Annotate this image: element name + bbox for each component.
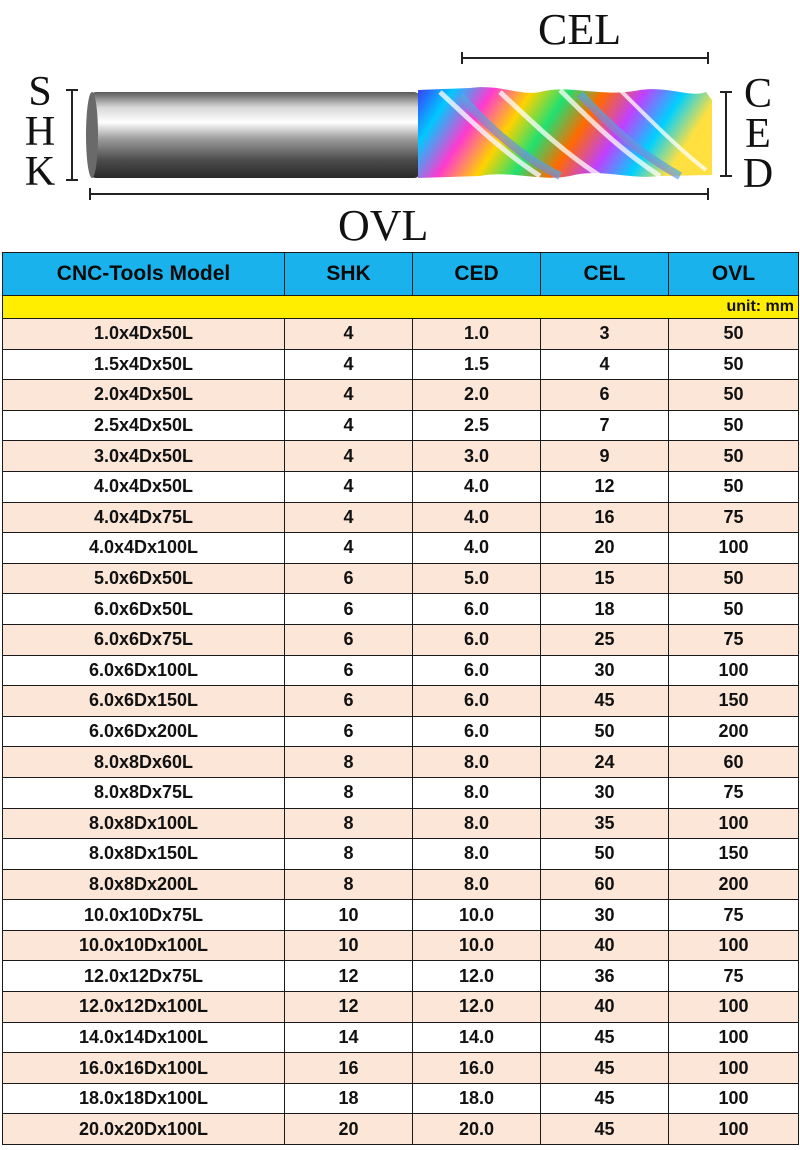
ced-letter: C — [743, 71, 772, 117]
cell-cel: 30 — [541, 777, 669, 808]
cell-ced: 10.0 — [413, 930, 541, 961]
cell-ovl: 75 — [669, 777, 799, 808]
cell-ovl: 200 — [669, 869, 799, 900]
cell-ced: 12.0 — [413, 992, 541, 1023]
cell-ovl: 100 — [669, 533, 799, 564]
cell-model: 12.0x12Dx75L — [3, 961, 285, 992]
cell-cel: 60 — [541, 869, 669, 900]
cell-shk: 16 — [285, 1053, 413, 1084]
cell-ced: 10.0 — [413, 900, 541, 931]
table-row — [3, 869, 799, 900]
cell-cel: 6 — [541, 380, 669, 411]
cell-shk: 6 — [285, 686, 413, 717]
cell-ovl: 100 — [669, 1053, 799, 1084]
shk-dimension-label — [22, 69, 58, 195]
ced-dimension-label — [740, 71, 776, 197]
cell-ovl: 150 — [669, 686, 799, 717]
cell-shk: 6 — [285, 655, 413, 686]
table-row — [3, 410, 799, 441]
cell-ced: 16.0 — [413, 1053, 541, 1084]
table-row — [3, 808, 799, 839]
table-row — [3, 1053, 799, 1084]
table-row — [3, 1022, 799, 1053]
table-row — [3, 349, 799, 380]
cell-cel: 45 — [541, 1114, 669, 1145]
cell-shk: 6 — [285, 594, 413, 625]
cell-ced: 14.0 — [413, 1022, 541, 1053]
cell-ovl: 100 — [669, 1114, 799, 1145]
cell-ovl: 100 — [669, 930, 799, 961]
cell-model: 8.0x8Dx75L — [3, 777, 285, 808]
table-row — [3, 471, 799, 502]
cell-shk: 4 — [285, 441, 413, 472]
cell-shk: 4 — [285, 319, 413, 350]
cell-model: 16.0x16Dx100L — [3, 1053, 285, 1084]
cell-shk: 6 — [285, 624, 413, 655]
table-row — [3, 441, 799, 472]
cell-ced: 6.0 — [413, 655, 541, 686]
table-row — [3, 319, 799, 350]
cell-cel: 18 — [541, 594, 669, 625]
cell-cel: 16 — [541, 502, 669, 533]
cell-model: 8.0x8Dx60L — [3, 747, 285, 778]
cell-cel: 45 — [541, 1022, 669, 1053]
header-ced: CED — [413, 253, 541, 296]
cell-cel: 40 — [541, 992, 669, 1023]
table-row — [3, 839, 799, 870]
cell-model: 8.0x8Dx150L — [3, 839, 285, 870]
unit-row — [3, 296, 799, 319]
cell-cel: 15 — [541, 563, 669, 594]
cell-ovl: 50 — [669, 563, 799, 594]
cell-cel: 30 — [541, 655, 669, 686]
cell-ced: 12.0 — [413, 961, 541, 992]
cell-cel: 30 — [541, 900, 669, 931]
table-row — [3, 1083, 799, 1114]
cell-cel: 3 — [541, 319, 669, 350]
cell-shk: 20 — [285, 1114, 413, 1145]
cell-model: 18.0x18Dx100L — [3, 1083, 285, 1114]
cell-model: 1.5x4Dx50L — [3, 349, 285, 380]
cell-ced: 4.0 — [413, 471, 541, 502]
cell-cel: 45 — [541, 1083, 669, 1114]
shk-letter: S — [28, 69, 52, 115]
cell-ced: 4.0 — [413, 533, 541, 564]
cell-shk: 4 — [285, 533, 413, 564]
cell-model: 20.0x20Dx100L — [3, 1114, 285, 1145]
cell-ovl: 100 — [669, 1083, 799, 1114]
table-row — [3, 686, 799, 717]
table-row — [3, 930, 799, 961]
cell-shk: 8 — [285, 777, 413, 808]
cell-ovl: 60 — [669, 747, 799, 778]
ovl-dimension-label: OVL — [338, 201, 429, 250]
cell-shk: 10 — [285, 930, 413, 961]
end-mill-diagram — [0, 0, 800, 250]
cell-ced: 6.0 — [413, 716, 541, 747]
cell-ced: 1.5 — [413, 349, 541, 380]
cell-model: 1.0x4Dx50L — [3, 319, 285, 350]
table-row — [3, 655, 799, 686]
cell-cel: 45 — [541, 686, 669, 717]
cell-ovl: 100 — [669, 655, 799, 686]
cell-cel: 50 — [541, 839, 669, 870]
table-row — [3, 747, 799, 778]
ced-letter: E — [745, 111, 771, 157]
cell-ovl: 50 — [669, 410, 799, 441]
shank — [90, 92, 420, 178]
cell-ovl: 100 — [669, 808, 799, 839]
cell-model: 12.0x12Dx100L — [3, 992, 285, 1023]
cell-shk: 4 — [285, 502, 413, 533]
ced-letter: D — [742, 151, 774, 197]
cell-shk: 18 — [285, 1083, 413, 1114]
cell-cel: 4 — [541, 349, 669, 380]
cell-ced: 8.0 — [413, 869, 541, 900]
cell-ovl: 50 — [669, 349, 799, 380]
cell-ced: 6.0 — [413, 594, 541, 625]
cell-cel: 50 — [541, 716, 669, 747]
cell-ovl: 50 — [669, 380, 799, 411]
table-row — [3, 502, 799, 533]
table-row — [3, 900, 799, 931]
cell-model: 14.0x14Dx100L — [3, 1022, 285, 1053]
cell-model: 6.0x6Dx100L — [3, 655, 285, 686]
cell-model: 4.0x4Dx75L — [3, 502, 285, 533]
cell-ced: 18.0 — [413, 1083, 541, 1114]
table-row — [3, 716, 799, 747]
cell-model: 6.0x6Dx50L — [3, 594, 285, 625]
cel-dimension-label: CEL — [538, 5, 622, 54]
cell-cel: 24 — [541, 747, 669, 778]
table-row — [3, 533, 799, 564]
cell-ovl: 100 — [669, 992, 799, 1023]
cell-ced: 2.0 — [413, 380, 541, 411]
cell-ovl: 200 — [669, 716, 799, 747]
cell-ced: 8.0 — [413, 808, 541, 839]
cell-cel: 35 — [541, 808, 669, 839]
cell-cel: 12 — [541, 471, 669, 502]
cell-model: 4.0x4Dx100L — [3, 533, 285, 564]
cell-ovl: 100 — [669, 1022, 799, 1053]
cell-cel: 36 — [541, 961, 669, 992]
cell-shk: 4 — [285, 410, 413, 441]
cell-shk: 8 — [285, 747, 413, 778]
header-model: CNC-Tools Model — [3, 253, 285, 296]
cell-shk: 12 — [285, 961, 413, 992]
cell-shk: 4 — [285, 380, 413, 411]
cell-ovl: 75 — [669, 624, 799, 655]
table-row — [3, 563, 799, 594]
cell-model: 6.0x6Dx200L — [3, 716, 285, 747]
cell-ced: 4.0 — [413, 502, 541, 533]
cell-model: 8.0x8Dx100L — [3, 808, 285, 839]
table-row — [3, 380, 799, 411]
cell-model: 10.0x10Dx100L — [3, 930, 285, 961]
table-row — [3, 961, 799, 992]
table-row — [3, 992, 799, 1023]
cell-ovl: 50 — [669, 594, 799, 625]
cell-shk: 12 — [285, 992, 413, 1023]
cell-shk: 8 — [285, 808, 413, 839]
cell-ovl: 50 — [669, 441, 799, 472]
cell-ced: 3.0 — [413, 441, 541, 472]
cell-ovl: 75 — [669, 502, 799, 533]
cell-ovl: 75 — [669, 961, 799, 992]
cell-ovl: 50 — [669, 319, 799, 350]
table-row — [3, 777, 799, 808]
header-ovl: OVL — [669, 253, 799, 296]
cell-ced: 5.0 — [413, 563, 541, 594]
cell-ced: 1.0 — [413, 319, 541, 350]
cell-shk: 8 — [285, 839, 413, 870]
cell-model: 5.0x6Dx50L — [3, 563, 285, 594]
cell-cel: 45 — [541, 1053, 669, 1084]
cell-cel: 20 — [541, 533, 669, 564]
cell-shk: 10 — [285, 900, 413, 931]
cell-shk: 6 — [285, 563, 413, 594]
header-shk: SHK — [285, 253, 413, 296]
cell-ovl: 50 — [669, 471, 799, 502]
cell-shk: 4 — [285, 349, 413, 380]
cell-ced: 8.0 — [413, 747, 541, 778]
cell-shk: 6 — [285, 716, 413, 747]
cell-model: 6.0x6Dx150L — [3, 686, 285, 717]
cell-model: 2.0x4Dx50L — [3, 380, 285, 411]
shk-letter: H — [24, 109, 56, 155]
cell-ced: 20.0 — [413, 1114, 541, 1145]
table-row — [3, 1114, 799, 1145]
cell-model: 2.5x4Dx50L — [3, 410, 285, 441]
table-row — [3, 594, 799, 625]
header-cel: CEL — [541, 253, 669, 296]
cell-ced: 6.0 — [413, 624, 541, 655]
cell-ovl: 150 — [669, 839, 799, 870]
cell-cel: 25 — [541, 624, 669, 655]
shk-letter: K — [24, 149, 56, 195]
unit-note: unit: mm — [3, 296, 799, 319]
cell-model: 10.0x10Dx75L — [3, 900, 285, 931]
cell-shk: 14 — [285, 1022, 413, 1053]
cell-model: 3.0x4Dx50L — [3, 441, 285, 472]
table-row — [3, 624, 799, 655]
cell-ced: 8.0 — [413, 839, 541, 870]
cell-model: 4.0x4Dx50L — [3, 471, 285, 502]
cell-cel: 40 — [541, 930, 669, 961]
spec-table — [2, 252, 799, 1145]
cell-cel: 9 — [541, 441, 669, 472]
table-header-row — [3, 253, 799, 296]
cell-ovl: 75 — [669, 900, 799, 931]
cell-ced: 6.0 — [413, 686, 541, 717]
cell-ced: 2.5 — [413, 410, 541, 441]
cell-cel: 7 — [541, 410, 669, 441]
cell-shk: 8 — [285, 869, 413, 900]
cell-shk: 4 — [285, 471, 413, 502]
cell-ced: 8.0 — [413, 777, 541, 808]
cell-model: 6.0x6Dx75L — [3, 624, 285, 655]
cell-model: 8.0x8Dx200L — [3, 869, 285, 900]
